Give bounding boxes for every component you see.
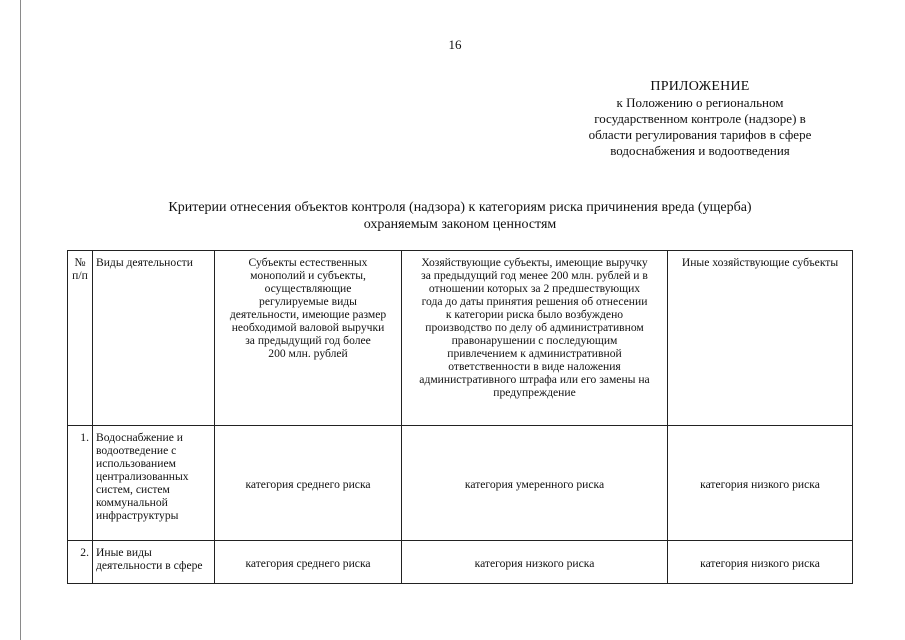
header-line: предупреждение	[493, 386, 576, 399]
header-line: года до даты принятия решения об отнесении	[421, 295, 648, 308]
activity-line: Водоснабжение и	[96, 431, 183, 444]
header-line: монополий и субъекты,	[250, 269, 366, 282]
header-number	[68, 251, 93, 426]
row-activity	[93, 541, 215, 584]
header-line: деятельности, имеющие размер	[229, 308, 387, 321]
appendix-line: водоснабжения и водоотведения	[610, 143, 790, 158]
activity-line: использованием	[96, 457, 176, 470]
activity-line: централизованных	[96, 470, 189, 483]
header-number-line: №	[74, 256, 86, 269]
risk-category-cell: категория среднего риска	[215, 541, 402, 584]
row-activity	[93, 426, 215, 541]
header-number-line: п/п	[72, 269, 88, 282]
criteria-table	[67, 250, 853, 584]
header-natural-monopolies	[215, 251, 402, 426]
document-title-line: охраняемым законом ценностям	[363, 217, 557, 232]
header-line: правонарушении с последующим	[451, 334, 618, 347]
header-line: административного штрафа или его замены на	[419, 373, 650, 386]
header-activity: Виды деятельности	[93, 251, 215, 426]
risk-category-cell: категория низкого риска	[668, 426, 853, 541]
table-header-row	[68, 251, 853, 426]
appendix-heading: ПРИЛОЖЕНИЕ	[650, 79, 750, 94]
header-other-entities: Иные хозяйствующие субъекты	[668, 251, 853, 426]
row-number: 2.	[68, 541, 93, 584]
header-line: за предыдущий год более	[245, 334, 371, 347]
table-row	[68, 541, 853, 584]
header-line: необходимой валовой выручки	[231, 321, 385, 334]
row-number: 1.	[68, 426, 93, 541]
risk-category-cell: категория низкого риска	[668, 541, 853, 584]
document-title-line: Критерии отнесения объектов контроля (надзора) к категориям риска причинения вреда (ущерба)	[168, 200, 752, 215]
appendix-line: области регулирования тарифов в сфере	[588, 127, 812, 142]
header-line: 200 млн. рублей	[268, 347, 348, 360]
header-line: за предыдущий год менее 200 млн. рублей и в	[421, 269, 648, 282]
activity-line: водоотведение с	[96, 444, 177, 457]
activity-line: инфраструктуры	[96, 509, 179, 522]
risk-category-cell: категория среднего риска	[215, 426, 402, 541]
header-line: регулируемые виды	[259, 295, 357, 308]
appendix-line: к Положению о региональном	[616, 95, 784, 110]
page-number: 16	[448, 37, 462, 52]
risk-category-cell: категория низкого риска	[402, 541, 668, 584]
header-line: к категории риска было возбуждено	[445, 308, 624, 321]
scan-edge-line	[20, 0, 21, 640]
header-line: осуществляющие	[264, 282, 352, 295]
header-line: привлечением к административной	[447, 347, 622, 360]
activity-line: Иные виды	[96, 546, 152, 559]
risk-category-cell: категория умеренного риска	[402, 426, 668, 541]
appendix-block	[560, 79, 840, 159]
document-title	[110, 199, 810, 233]
activity-line: деятельности в сфере	[96, 559, 203, 572]
header-small-entities	[402, 251, 668, 426]
header-line: отношении которых за 2 предшествующих	[428, 282, 641, 295]
table-row	[68, 426, 853, 541]
activity-line: коммунальной	[96, 496, 168, 509]
header-line: Субъекты естественных	[248, 256, 368, 269]
appendix-line: государственном контроле (надзоре) в	[594, 111, 806, 126]
header-line: Хозяйствующие субъекты, имеющие выручку	[421, 256, 648, 269]
header-line: производство по делу об административном	[425, 321, 644, 334]
activity-line: систем, систем	[96, 483, 170, 496]
header-line: ответственности в виде наложения	[448, 360, 621, 373]
